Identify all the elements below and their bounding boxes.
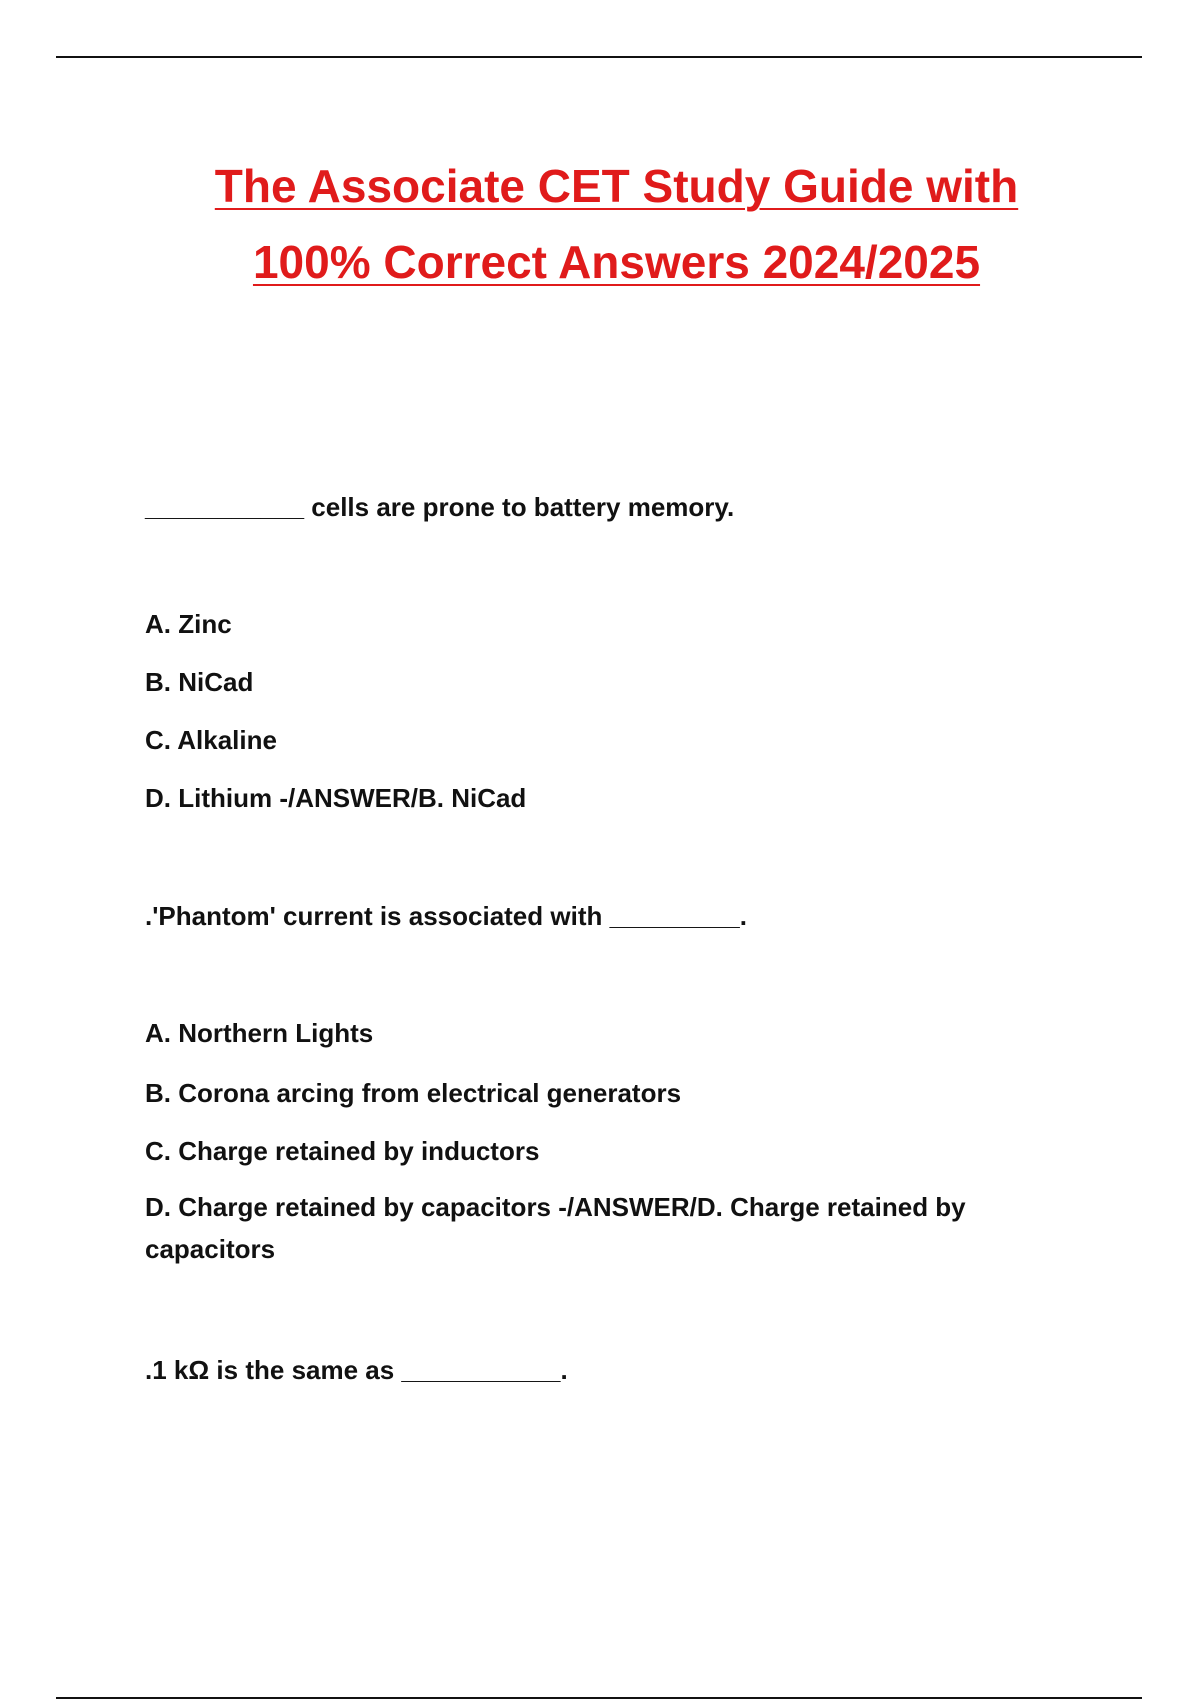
question-2-option-c: C. Charge retained by inductors: [145, 1136, 540, 1166]
question-2-option-b: B. Corona arcing from electrical generators: [145, 1078, 682, 1108]
question-1-option-a: A. Zinc: [145, 609, 232, 639]
title-line-1: The Associate CET Study Guide with: [214, 160, 1019, 212]
question-1-option-c: C. Alkaline: [145, 725, 277, 755]
document-title: [140, 148, 1093, 300]
bottom-rule: [56, 1697, 1142, 1699]
top-rule: [56, 56, 1142, 58]
question-1-option-b: B. NiCad: [145, 667, 254, 697]
question-3-prompt: .1 kΩ is the same as ___________.: [145, 1355, 568, 1385]
question-1-prompt: ___________ cells are prone to battery memory.: [145, 492, 735, 522]
question-2-prompt: .'Phantom' current is associated with _________.: [145, 901, 747, 931]
question-1-option-d-answer: D. Lithium -/ANSWER/B. NiCad: [145, 783, 527, 813]
title-line-2: 100% Correct Answers 2024/2025: [252, 236, 981, 288]
question-2-option-a: A. Northern Lights: [145, 1018, 374, 1048]
question-2-option-d-answer: D. Charge retained by capacitors -/ANSWER/D. Charge retained by capacitors: [145, 1192, 966, 1264]
